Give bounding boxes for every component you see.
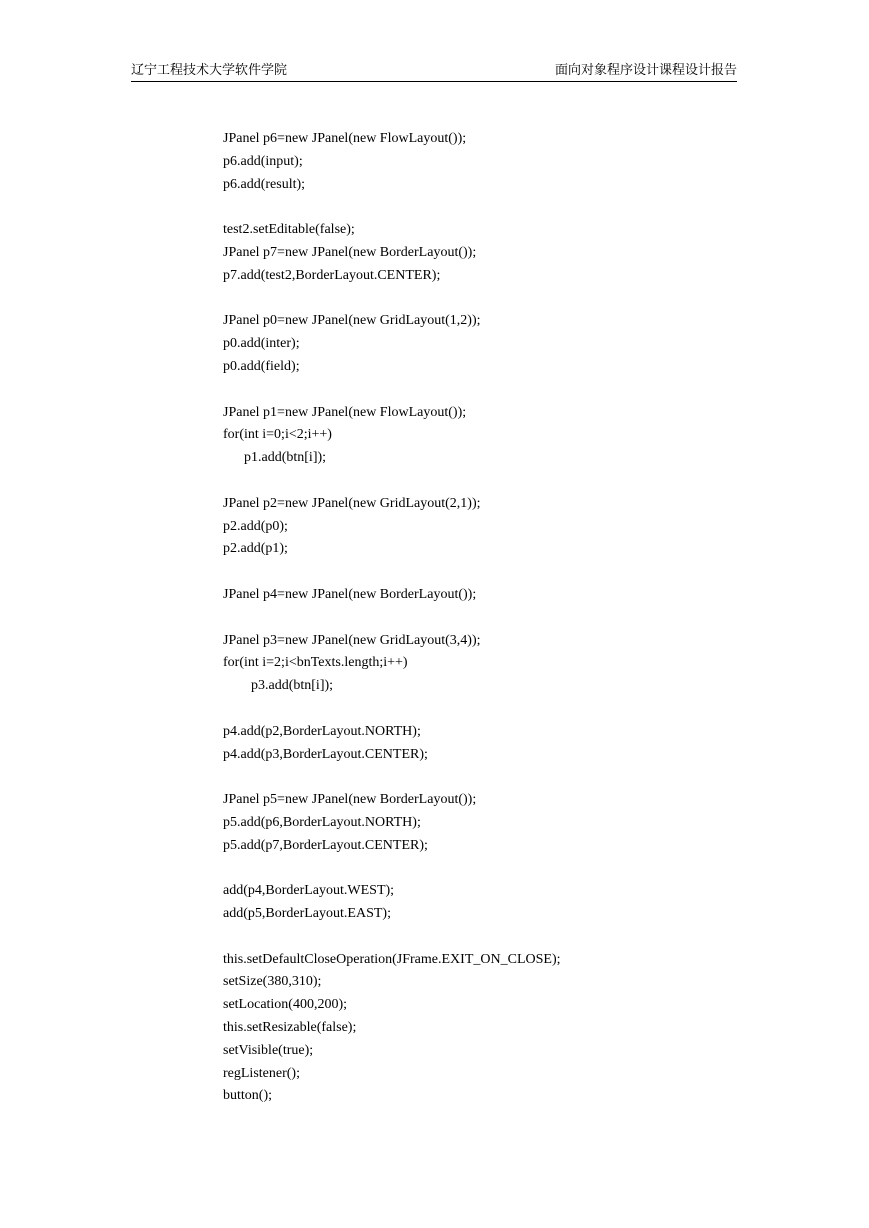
code-line: p0.add(inter); — [223, 336, 300, 352]
code-line: JPanel p6=new JPanel(new FlowLayout()); — [223, 131, 467, 146]
code-line: this.setDefaultCloseOperation(JFrame.EXIT_ON_CLOSE); — [223, 951, 561, 967]
code-line: p6.add(input); — [223, 153, 303, 169]
code-line: JPanel p4=new JPanel(new BorderLayout()); — [223, 586, 477, 602]
code-line: for(int i=2;i<bnTexts.length;i++) — [223, 655, 408, 671]
code-line: p4.add(p2,BorderLayout.NORTH); — [223, 723, 421, 739]
code-line: p2.add(p1); — [223, 541, 288, 557]
code-line — [223, 288, 783, 311]
code-line — [223, 858, 783, 881]
code-line: p1.add(btn[i]); — [223, 450, 327, 466]
page-header — [131, 62, 737, 82]
code-line — [223, 607, 783, 630]
code-line: JPanel p0=new JPanel(new GridLayout(1,2)); — [223, 313, 481, 329]
code-line: p6.add(result); — [223, 176, 306, 192]
code-line: setSize(380,310); — [223, 974, 322, 990]
code-line — [223, 379, 783, 402]
code-line: add(p5,BorderLayout.EAST); — [223, 906, 391, 922]
code-line — [223, 926, 783, 949]
code-line — [223, 766, 783, 789]
code-line: p2.add(p0); — [223, 518, 288, 534]
code-line — [223, 470, 783, 493]
code-line: test2.setEditable(false); — [223, 222, 355, 238]
code-line: p5.add(p6,BorderLayout.NORTH); — [223, 814, 421, 830]
code-line: setLocation(400,200); — [223, 997, 348, 1013]
code-line — [223, 196, 783, 219]
code-line: JPanel p3=new JPanel(new GridLayout(3,4)); — [223, 632, 481, 648]
code-line: JPanel p7=new JPanel(new BorderLayout()); — [223, 244, 477, 260]
code-line: this.setResizable(false); — [223, 1020, 357, 1036]
code-line — [223, 561, 783, 584]
code-line: p5.add(p7,BorderLayout.CENTER); — [223, 837, 428, 853]
code-line: JPanel p5=new JPanel(new BorderLayout()); — [223, 792, 477, 808]
code-line: regListener(); — [223, 1065, 300, 1081]
code-line — [223, 698, 783, 721]
code-line: p7.add(test2,BorderLayout.CENTER); — [223, 267, 441, 283]
code-line: button(); — [223, 1088, 272, 1104]
code-line: JPanel p2=new JPanel(new GridLayout(2,1)); — [223, 495, 481, 511]
header-institution: 辽宁工程技术大学软件学院 — [131, 62, 288, 77]
code-block — [223, 128, 783, 1108]
code-line: p3.add(btn[i]); — [223, 678, 334, 694]
code-line: for(int i=0;i<2;i++) — [223, 427, 332, 443]
code-line: setVisible(true); — [223, 1042, 314, 1058]
code-line: add(p4,BorderLayout.WEST); — [223, 883, 395, 899]
code-line: p4.add(p3,BorderLayout.CENTER); — [223, 746, 428, 762]
code-line: JPanel p1=new JPanel(new FlowLayout()); — [223, 404, 467, 420]
header-report-title: 面向对象程序设计课程设计报告 — [554, 62, 737, 77]
code-line: p0.add(field); — [223, 358, 300, 374]
